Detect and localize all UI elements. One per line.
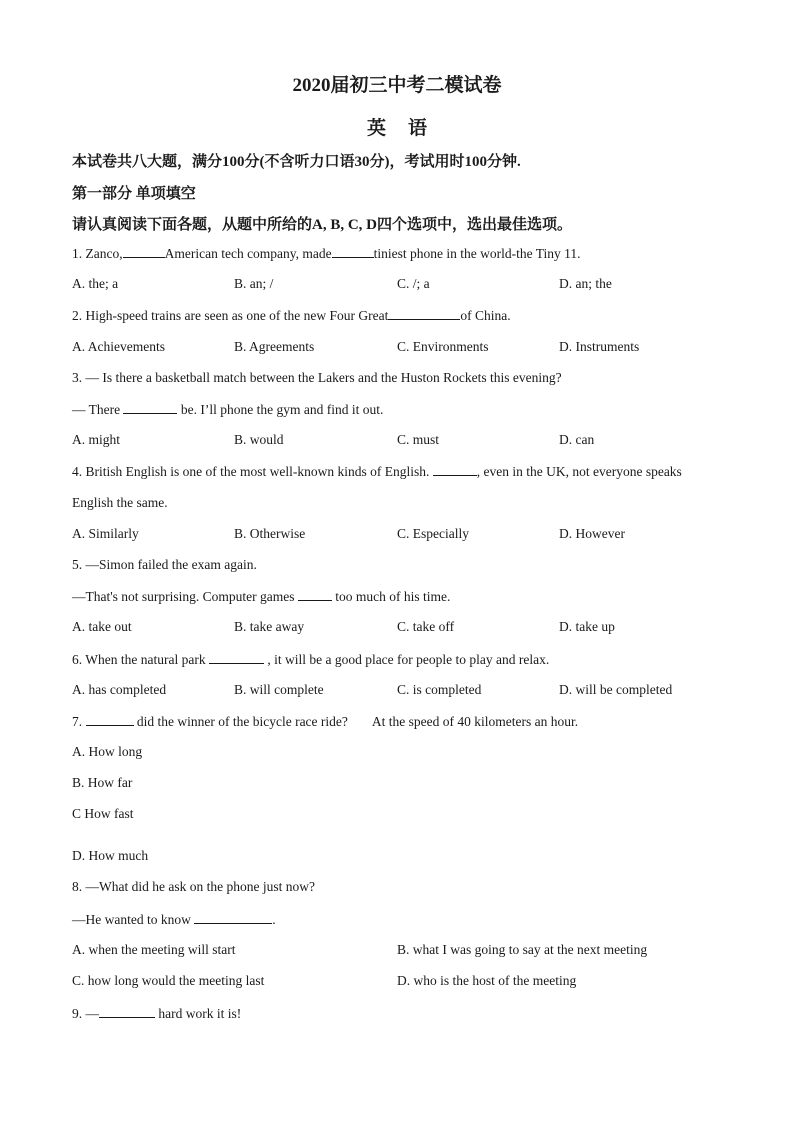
question-text: 9. — <box>72 1006 99 1021</box>
question-text: 1. Zanco, <box>72 246 123 261</box>
option-b[interactable]: B. will complete <box>234 682 324 697</box>
part-heading: 第一部分 单项填空 <box>72 186 196 202</box>
option-b[interactable]: B. take away <box>234 619 305 634</box>
option-a[interactable]: A. the; a <box>72 276 119 291</box>
option-d[interactable]: D. an; the <box>559 276 612 291</box>
question-3: 3. — Is there a basketball match between the Lakers and the Huston Rockets this evening? <box>72 370 562 385</box>
question-1 <box>72 245 581 262</box>
question-text: , it will be a good place for people to play and relax. <box>267 652 550 667</box>
answer-blank[interactable] <box>123 401 177 414</box>
question-text: 4. British English is one of the most well-known kinds of English. <box>72 464 430 479</box>
option-c[interactable]: C. Environments <box>397 339 489 354</box>
answer-blank[interactable] <box>86 713 134 726</box>
question-text: American tech company, made <box>164 246 332 261</box>
question-5: 5. —Simon failed the exam again. <box>72 557 257 572</box>
answer-blank[interactable] <box>194 911 272 924</box>
option-d[interactable]: D. can <box>559 432 595 447</box>
question-text: be. I’ll phone the gym and find it out. <box>180 402 384 417</box>
question-text: tiniest phone in the world-the Tiny 11. <box>373 246 581 261</box>
question-text: . <box>272 912 276 927</box>
option-c[interactable]: C. Especially <box>397 526 469 541</box>
question-text: did the winner of the bicycle race ride? <box>136 714 348 729</box>
exam-intro: 本试卷共八大题，满分100分(不含听力口语30分)，考试用时100分钟. <box>72 154 521 170</box>
option-b[interactable]: B. an; / <box>234 276 274 291</box>
option-c[interactable]: C. how long would the meeting last <box>72 973 265 988</box>
question-text: — There <box>72 402 121 417</box>
question-text: , even in the UK, not everyone speaks <box>476 464 682 479</box>
subject-title: 英语 <box>366 118 449 139</box>
question-text: too much of his time. <box>335 589 451 604</box>
question-text: of China. <box>460 308 511 323</box>
answer-blank[interactable] <box>209 651 264 664</box>
option-c[interactable]: C. is completed <box>397 682 482 697</box>
option-a[interactable]: A. Achievements <box>72 339 165 354</box>
question-text: 2. High-speed trains are seen as one of the new Four Great <box>72 308 389 323</box>
option-d[interactable]: D. who is the host of the meeting <box>397 973 577 988</box>
option-a[interactable]: A. Similarly <box>72 526 139 541</box>
question-text: 6. When the natural park <box>72 652 206 667</box>
question-text: hard work it is! <box>158 1006 242 1021</box>
question-4-continued: English the same. <box>72 495 168 510</box>
question-7 <box>72 713 578 730</box>
question-6 <box>72 651 549 668</box>
option-d[interactable]: D. take up <box>559 619 615 634</box>
option-b[interactable]: B. How far <box>72 775 133 790</box>
option-a[interactable]: A. might <box>72 432 121 447</box>
question-3-reply <box>72 401 383 418</box>
option-c[interactable]: C. take off <box>397 619 455 634</box>
exam-title: 2020届初三中考二模试卷 <box>292 75 502 96</box>
question-text: At the speed of 40 kilometers an hour. <box>371 714 579 729</box>
option-d[interactable]: D. Instruments <box>559 339 640 354</box>
option-b[interactable]: B. what I was going to say at the next meeting <box>397 942 648 957</box>
option-b[interactable]: B. Otherwise <box>234 526 306 541</box>
question-text: —That's not surprising. Computer games <box>72 589 295 604</box>
instruction: 请认真阅读下面各题，从题中所给的A, B, C, D四个选项中，选出最佳选项。 <box>72 217 573 233</box>
question-text: —He wanted to know <box>72 912 191 927</box>
answer-blank[interactable] <box>123 245 165 258</box>
option-b[interactable]: B. Agreements <box>234 339 315 354</box>
question-8-reply <box>72 911 276 928</box>
option-c[interactable]: C. /; a <box>397 276 430 291</box>
answer-blank[interactable] <box>388 307 460 320</box>
question-2 <box>72 307 511 324</box>
option-d[interactable]: D. However <box>559 526 625 541</box>
option-c[interactable]: C How fast <box>72 806 134 821</box>
option-a[interactable]: A. when the meeting will start <box>72 942 236 957</box>
answer-blank[interactable] <box>99 1005 155 1018</box>
answer-blank[interactable] <box>433 463 477 476</box>
option-d[interactable]: D. will be completed <box>559 682 673 697</box>
question-text: 7. <box>72 714 83 729</box>
option-a[interactable]: A. take out <box>72 619 132 634</box>
option-a[interactable]: A. has completed <box>72 682 167 697</box>
option-c[interactable]: C. must <box>397 432 440 447</box>
question-5-reply <box>72 588 450 605</box>
answer-blank[interactable] <box>298 588 332 601</box>
question-9 <box>72 1005 241 1022</box>
answer-blank[interactable] <box>332 245 374 258</box>
question-4 <box>72 463 682 480</box>
option-b[interactable]: B. would <box>234 432 284 447</box>
question-8: 8. —What did he ask on the phone just now? <box>72 879 315 894</box>
option-d[interactable]: D. How much <box>72 848 149 863</box>
option-a[interactable]: A. How long <box>72 744 143 759</box>
